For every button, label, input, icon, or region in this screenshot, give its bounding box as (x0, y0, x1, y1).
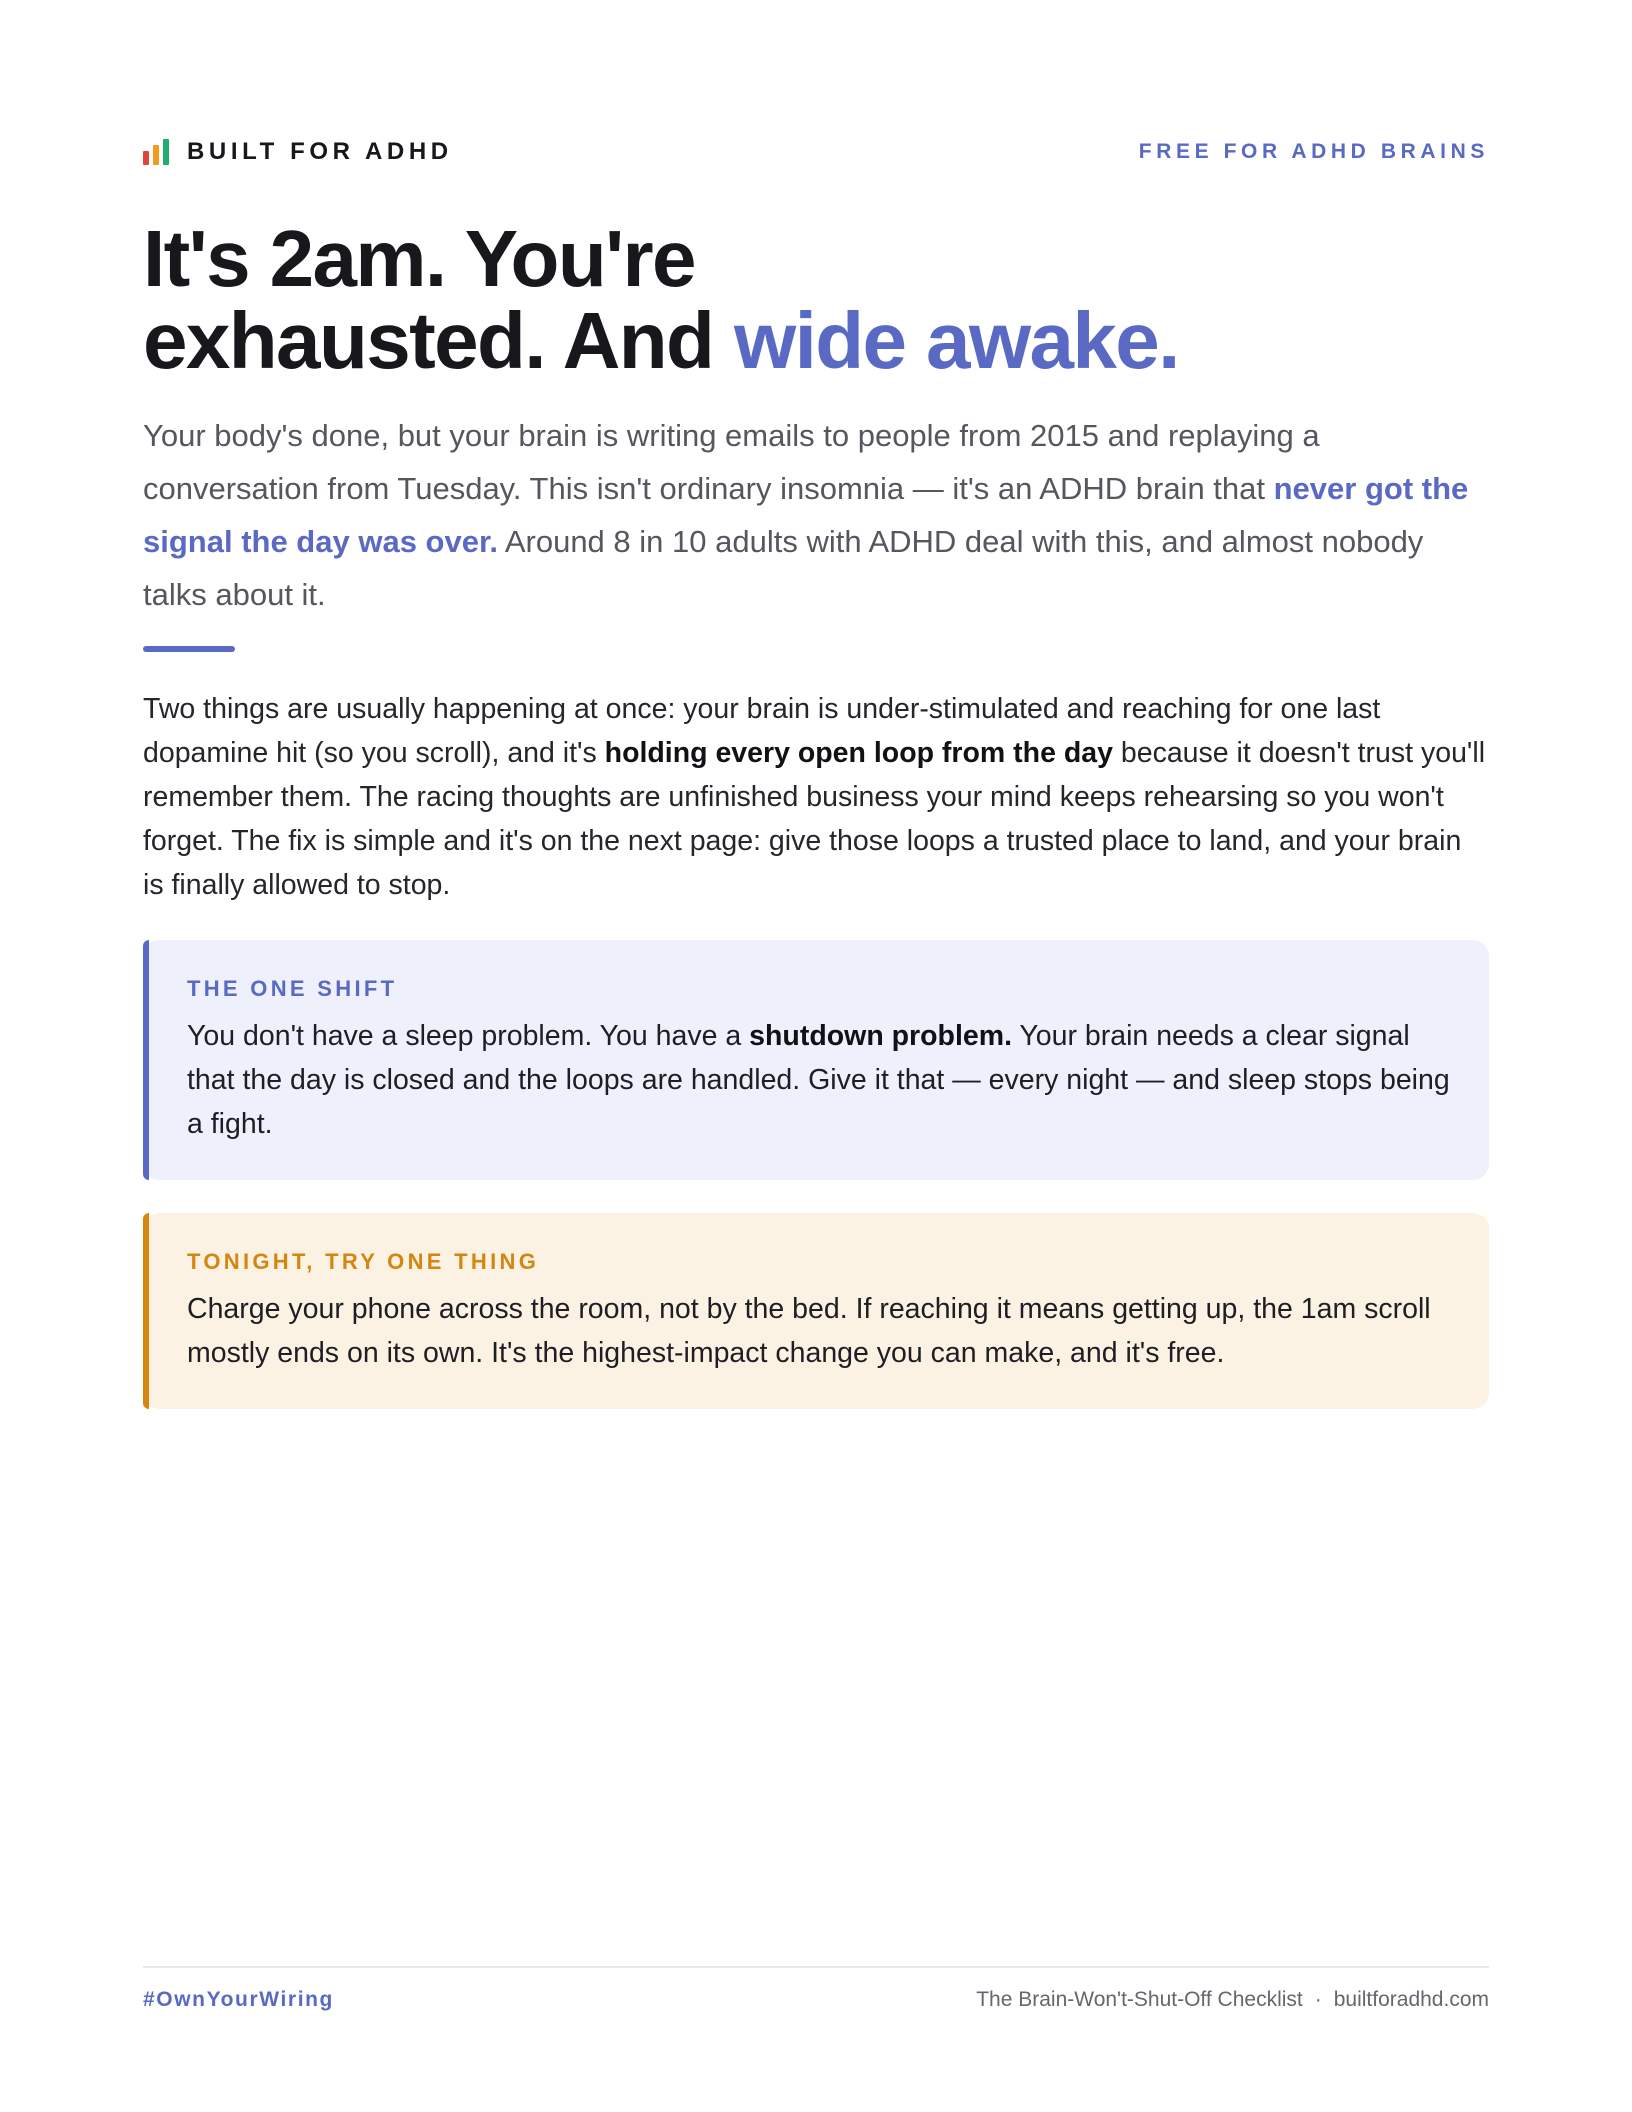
body-text-2: because it doesn't trust you'll remember them. The racing thoughts are unfinished business your mind keeps rehearsing so you won't forget. The fix is simple and it's on the next page: give those loops a trusted place to land, and your brain is finally allowed to stop. (143, 737, 1486, 901)
footer-info (976, 1988, 1489, 2012)
title-highlight: wide awake. (733, 296, 1179, 385)
bar-chart-icon (143, 139, 169, 165)
page-footer (143, 1988, 1489, 2012)
footer-doc-title: The Brain-Won't-Shut-Off Checklist (976, 1988, 1303, 2011)
page-title (143, 214, 1343, 385)
section-divider (143, 646, 235, 652)
tonight-callout (143, 1213, 1489, 1409)
body-bold: holding every open loop from the day (604, 737, 1113, 769)
footer-divider (143, 1966, 1489, 1968)
logo-bar-orange (153, 145, 159, 165)
logo-bar-red (143, 151, 149, 165)
body-paragraph (143, 687, 1489, 907)
one-shift-callout (143, 940, 1489, 1180)
tonight-label: TONIGHT, TRY ONE THING (187, 1249, 540, 1274)
brand-name: BUILT FOR ADHD (187, 138, 453, 165)
footer-site-link[interactable]: builtforadhd.com (1333, 1988, 1489, 2011)
title-line-2-plain: exhausted. And (143, 296, 734, 385)
lead-paragraph (143, 409, 1489, 621)
logo-bar-green (163, 139, 169, 165)
brand (143, 138, 453, 166)
title-line-2 (143, 296, 1343, 385)
page-header (143, 138, 1489, 166)
one-shift-text-1: You don't have a sleep problem. You have a (187, 1020, 750, 1052)
one-shift-text-2: Your brain needs a clear signal that the day is closed and the loops are handled. Give it that — every night — and sleep stops being a fight. (187, 1020, 1450, 1140)
header-tagline: FREE FOR ADHD BRAINS (1138, 140, 1489, 163)
footer-separator: · (1314, 1988, 1322, 2011)
lead-text-1: Your body's done, but your brain is writing emails to people from 2015 and replaying a conversation from Tuesday. This isn't ordinary insomnia — it's an ADHD brain that (143, 418, 1320, 506)
one-shift-label: THE ONE SHIFT (187, 976, 398, 1001)
footer-hashtag: #OwnYourWiring (143, 1988, 334, 2011)
title-line-1: It's 2am. You're (143, 214, 695, 303)
one-shift-bold: shutdown problem. (749, 1020, 1012, 1052)
one-shift-text (187, 1014, 1459, 1146)
lead-highlight: never got the signal the day was over. (143, 471, 1469, 559)
lead-text-2: Around 8 in 10 adults with ADHD deal with this, and almost nobody talks about it. (143, 524, 1424, 612)
body-text-1: Two things are usually happening at once: your brain is under-stimulated and reaching for one last dopamine hit (so you scroll), and it's (143, 693, 1381, 769)
tonight-text: Charge your phone across the room, not by the bed. If reaching it means getting up, the 1am scroll mostly ends on its own. It's the highest-impact change you can make, and it's free. (187, 1293, 1431, 1369)
